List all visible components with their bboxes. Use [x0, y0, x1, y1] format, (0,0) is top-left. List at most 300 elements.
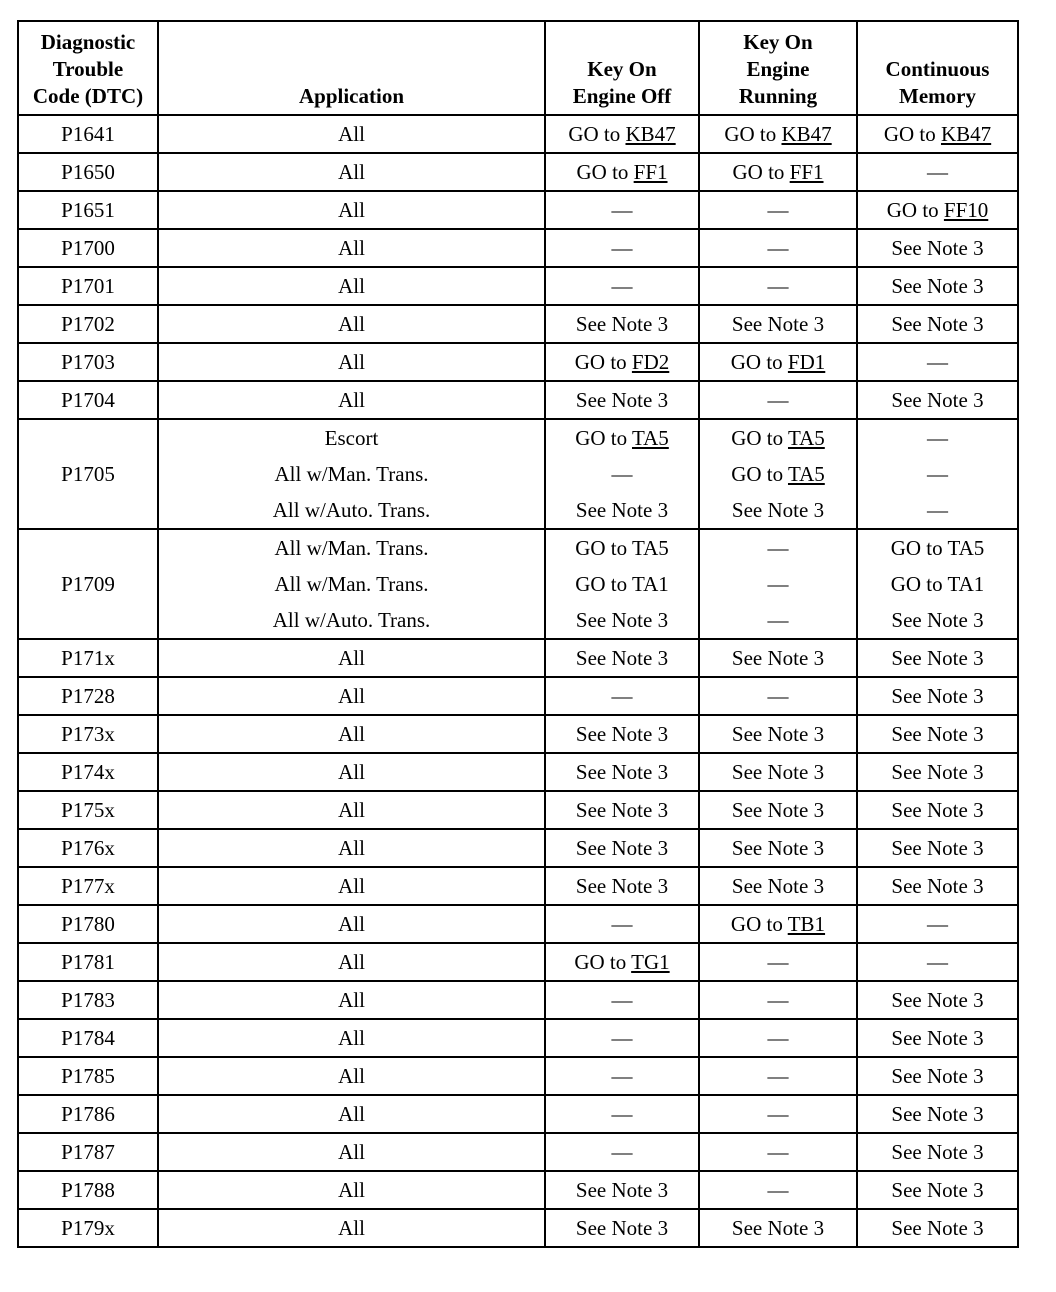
table-row — [18, 791, 1018, 829]
key-on-engine-running-cell — [699, 1057, 857, 1095]
dtc-code — [18, 905, 158, 943]
header-application — [158, 21, 545, 115]
action-text: See Note 3 — [575, 498, 669, 522]
key-on-engine-off-cell — [545, 753, 699, 791]
dtc-code — [18, 1019, 158, 1057]
key-on-engine-running-cell — [699, 639, 857, 677]
action-text: See Note 3 — [575, 722, 669, 746]
goto-label: GO to — [724, 122, 782, 146]
application-cell — [158, 305, 545, 343]
dtc-code-text: P1702 — [61, 312, 115, 336]
key-on-engine-off-cell — [545, 343, 699, 381]
not-applicable-dash: — — [611, 274, 633, 298]
application-text: All w/Auto. Trans. — [272, 498, 431, 522]
header-continuous-memory — [857, 21, 1018, 115]
not-applicable-dash: — — [767, 1140, 789, 1164]
key-on-engine-running-cell — [699, 1019, 857, 1057]
not-applicable-dash: — — [611, 236, 633, 260]
dtc-code — [18, 639, 158, 677]
application-text: All w/Man. Trans. — [274, 536, 429, 560]
dtc-code-text: P1780 — [61, 912, 115, 936]
dtc-code — [18, 677, 158, 715]
key-on-engine-running-cell — [699, 867, 857, 905]
action-text: See Note 3 — [891, 312, 984, 336]
table-body — [18, 115, 1018, 1247]
key-on-engine-running-cell — [699, 305, 857, 343]
key-on-engine-running-cell — [699, 229, 857, 267]
application-cell — [158, 1209, 545, 1247]
key-on-engine-running-cell — [699, 715, 857, 753]
not-applicable-dash: — — [927, 498, 948, 522]
dtc-code-text: P1701 — [61, 274, 115, 298]
action-text: GO to TA5 — [575, 536, 669, 560]
dtc-code — [18, 115, 158, 153]
goto-label: GO to — [568, 122, 626, 146]
header-line: Memory — [899, 84, 976, 108]
dtc-code-text: P175x — [61, 798, 115, 822]
header-key-on-engine-off — [545, 21, 699, 115]
application-cell — [158, 715, 545, 753]
header-line: Continuous — [885, 57, 990, 81]
not-applicable-dash: — — [767, 572, 789, 596]
dtc-code-text: P177x — [61, 874, 115, 898]
goto-instruction — [858, 192, 1017, 228]
application-cell — [158, 115, 545, 153]
header-line: Trouble — [52, 57, 124, 81]
key-on-engine-off-cell — [545, 791, 699, 829]
pinpoint-test-link[interactable]: FF1 — [789, 160, 824, 184]
application-cell — [158, 677, 545, 715]
action-text: See Note 3 — [891, 608, 984, 632]
dtc-code — [18, 715, 158, 753]
table-row — [18, 1209, 1018, 1247]
pinpoint-test-link[interactable]: KB47 — [781, 122, 832, 146]
not-applicable-dash: — — [927, 426, 948, 450]
goto-label: GO to — [731, 426, 788, 450]
key-on-engine-running-cell — [699, 943, 857, 981]
pinpoint-test-link[interactable]: KB47 — [625, 122, 676, 146]
key-on-engine-off-cell — [545, 381, 699, 419]
continuous-memory-cell — [857, 639, 1018, 677]
action-text: See Note 3 — [891, 836, 984, 860]
header-dtc — [18, 21, 158, 115]
pinpoint-test-link[interactable]: FD1 — [787, 350, 826, 374]
action-text: See Note 3 — [575, 836, 669, 860]
goto-instruction — [700, 906, 856, 942]
goto-instruction — [700, 456, 856, 492]
application-text: All — [338, 274, 365, 298]
key-on-engine-running-cell — [699, 529, 857, 639]
table-row — [18, 1019, 1018, 1057]
goto-label: GO to — [730, 350, 788, 374]
not-applicable-dash: — — [611, 1026, 633, 1050]
action-text: See Note 3 — [891, 388, 984, 412]
not-applicable-dash: — — [611, 988, 633, 1012]
key-on-engine-running-cell — [699, 1209, 857, 1247]
not-applicable-dash: — — [767, 388, 789, 412]
dtc-code — [18, 419, 158, 529]
table-row — [18, 191, 1018, 229]
pinpoint-test-link[interactable]: FF10 — [943, 198, 989, 222]
dtc-code — [18, 343, 158, 381]
application-text: All — [338, 1026, 365, 1050]
pinpoint-test-link[interactable]: TB1 — [787, 912, 826, 936]
dtc-code-text: P1651 — [61, 198, 115, 222]
goto-instruction — [700, 344, 856, 380]
not-applicable-dash: — — [611, 684, 633, 708]
action-text: See Note 3 — [575, 388, 669, 412]
application-cell — [158, 829, 545, 867]
application-text: All w/Man. Trans. — [274, 572, 429, 596]
pinpoint-test-link[interactable]: TA5 — [787, 462, 825, 486]
header-line: Engine Off — [572, 84, 672, 108]
continuous-memory-cell — [857, 267, 1018, 305]
application-text: All — [338, 760, 365, 784]
key-on-engine-off-cell — [545, 529, 699, 639]
key-on-engine-running-cell — [699, 677, 857, 715]
action-text: See Note 3 — [731, 760, 825, 784]
not-applicable-dash: — — [611, 912, 633, 936]
key-on-engine-running-cell — [699, 829, 857, 867]
continuous-memory-cell — [857, 791, 1018, 829]
goto-label: GO to — [886, 198, 944, 222]
continuous-memory-cell — [857, 829, 1018, 867]
key-on-engine-running-cell — [699, 1095, 857, 1133]
key-on-engine-off-cell — [545, 981, 699, 1019]
goto-instruction — [700, 116, 856, 152]
action-text: See Note 3 — [891, 874, 984, 898]
dtc-table — [17, 20, 1019, 1248]
pinpoint-test-link[interactable]: TA5 — [631, 426, 669, 450]
not-applicable-dash: — — [611, 1102, 633, 1126]
pinpoint-test-link[interactable]: FD2 — [631, 350, 670, 374]
continuous-memory-cell — [857, 191, 1018, 229]
dtc-code — [18, 867, 158, 905]
key-on-engine-running-cell — [699, 791, 857, 829]
table-row — [18, 639, 1018, 677]
not-applicable-dash: — — [767, 1026, 789, 1050]
continuous-memory-cell — [857, 981, 1018, 1019]
dtc-code-text: P1705 — [61, 462, 115, 486]
header-line: Key On — [587, 57, 657, 81]
table-row — [18, 867, 1018, 905]
table-row — [18, 715, 1018, 753]
header-line: Key On — [743, 30, 813, 54]
key-on-engine-off-cell — [545, 267, 699, 305]
goto-instruction — [700, 154, 856, 190]
key-on-engine-off-cell — [545, 829, 699, 867]
pinpoint-test-link[interactable]: TG1 — [631, 950, 670, 974]
dtc-code — [18, 791, 158, 829]
continuous-memory-cell — [857, 1133, 1018, 1171]
action-text: See Note 3 — [575, 608, 669, 632]
key-on-engine-running-cell — [699, 343, 857, 381]
dtc-code-text: P173x — [61, 722, 115, 746]
table-row — [18, 153, 1018, 191]
not-applicable-dash: — — [767, 536, 789, 560]
action-text: See Note 3 — [575, 1178, 669, 1202]
table-row — [18, 1057, 1018, 1095]
continuous-memory-cell — [857, 1095, 1018, 1133]
application-cell — [158, 791, 545, 829]
not-applicable-dash: — — [767, 608, 789, 632]
dtc-code — [18, 191, 158, 229]
key-on-engine-off-cell — [545, 905, 699, 943]
key-on-engine-running-cell — [699, 267, 857, 305]
dtc-code — [18, 753, 158, 791]
header-row — [18, 21, 1018, 115]
action-text: See Note 3 — [891, 274, 984, 298]
application-text: All — [338, 1064, 365, 1088]
table-row — [18, 1133, 1018, 1171]
goto-instruction — [546, 154, 698, 190]
pinpoint-test-link[interactable]: KB47 — [940, 122, 992, 146]
table-row — [18, 905, 1018, 943]
not-applicable-dash: — — [611, 1064, 633, 1088]
application-cell — [158, 229, 545, 267]
application-text: All — [338, 1102, 365, 1126]
key-on-engine-off-cell — [545, 191, 699, 229]
dtc-code-text: P176x — [61, 836, 115, 860]
dtc-code — [18, 829, 158, 867]
action-text: See Note 3 — [575, 798, 669, 822]
action-text: See Note 3 — [891, 1102, 984, 1126]
table-row — [18, 381, 1018, 419]
table-row — [18, 267, 1018, 305]
header-key-on-engine-running — [699, 21, 857, 115]
continuous-memory-cell — [857, 115, 1018, 153]
action-text: See Note 3 — [891, 1064, 984, 1088]
dtc-code-text: P1787 — [61, 1140, 115, 1164]
application-cell — [158, 1133, 545, 1171]
not-applicable-dash: — — [767, 950, 789, 974]
not-applicable-dash: — — [927, 350, 948, 374]
application-text: Escort — [324, 426, 379, 450]
dtc-code — [18, 1171, 158, 1209]
continuous-memory-cell — [857, 343, 1018, 381]
application-cell — [158, 943, 545, 981]
pinpoint-test-link[interactable]: TA5 — [787, 426, 825, 450]
continuous-memory-cell — [857, 305, 1018, 343]
application-text: All — [338, 160, 365, 184]
action-text: GO to TA1 — [890, 572, 985, 596]
goto-label: GO to — [732, 160, 790, 184]
continuous-memory-cell — [857, 677, 1018, 715]
application-text: All — [338, 722, 365, 746]
dtc-code-text: P1788 — [61, 1178, 115, 1202]
continuous-memory-cell — [857, 753, 1018, 791]
application-text: All — [338, 1216, 365, 1240]
goto-label: GO to — [731, 462, 788, 486]
key-on-engine-off-cell — [545, 1095, 699, 1133]
application-text: All — [338, 836, 365, 860]
application-text: All — [338, 874, 365, 898]
action-text: See Note 3 — [575, 874, 669, 898]
application-text: All w/Man. Trans. — [274, 462, 429, 486]
application-cell — [158, 381, 545, 419]
table-row — [18, 115, 1018, 153]
dtc-code-text: P179x — [61, 1216, 115, 1240]
action-text: See Note 3 — [891, 236, 984, 260]
goto-instruction — [700, 420, 856, 456]
header-line: Running — [738, 84, 818, 108]
application-cell — [158, 419, 545, 529]
action-text: See Note 3 — [575, 760, 669, 784]
table-row — [18, 943, 1018, 981]
not-applicable-dash: — — [611, 462, 633, 486]
action-text: See Note 3 — [891, 646, 984, 670]
goto-label: GO to — [883, 122, 941, 146]
continuous-memory-cell — [857, 153, 1018, 191]
action-text: See Note 3 — [891, 684, 984, 708]
application-text: All — [338, 646, 365, 670]
dtc-code-text: P1704 — [61, 388, 115, 412]
not-applicable-dash: — — [767, 1064, 789, 1088]
continuous-memory-cell — [857, 1171, 1018, 1209]
header-line: Diagnostic — [40, 30, 136, 54]
key-on-engine-off-cell — [545, 305, 699, 343]
application-text: All — [338, 684, 365, 708]
application-cell — [158, 867, 545, 905]
table-row — [18, 677, 1018, 715]
application-cell — [158, 153, 545, 191]
dtc-code-text: P1781 — [61, 950, 115, 974]
application-text: All w/Auto. Trans. — [272, 608, 431, 632]
application-cell — [158, 1171, 545, 1209]
key-on-engine-off-cell — [545, 1171, 699, 1209]
application-cell — [158, 981, 545, 1019]
key-on-engine-running-cell — [699, 981, 857, 1019]
application-text: All — [338, 1178, 365, 1202]
action-text: See Note 3 — [731, 722, 825, 746]
table-row — [18, 1095, 1018, 1133]
dtc-code — [18, 381, 158, 419]
dtc-code-text: P1785 — [61, 1064, 115, 1088]
dtc-code-text: P1700 — [61, 236, 115, 260]
dtc-code-text: P1703 — [61, 350, 115, 374]
not-applicable-dash: — — [767, 236, 789, 260]
table-row — [18, 529, 1018, 639]
application-cell — [158, 753, 545, 791]
key-on-engine-off-cell — [545, 867, 699, 905]
table-row — [18, 1171, 1018, 1209]
action-text: See Note 3 — [575, 1216, 669, 1240]
not-applicable-dash: — — [767, 1102, 789, 1126]
continuous-memory-cell — [857, 1057, 1018, 1095]
application-cell — [158, 1095, 545, 1133]
action-text: See Note 3 — [731, 498, 825, 522]
dtc-code — [18, 1057, 158, 1095]
continuous-memory-cell — [857, 715, 1018, 753]
key-on-engine-running-cell — [699, 905, 857, 943]
action-text: GO to TA5 — [890, 536, 985, 560]
key-on-engine-off-cell — [545, 1019, 699, 1057]
dtc-code — [18, 1095, 158, 1133]
action-text: See Note 3 — [731, 646, 825, 670]
pinpoint-test-link[interactable]: FF1 — [633, 160, 668, 184]
action-text: See Note 3 — [731, 312, 825, 336]
goto-label: GO to — [574, 350, 632, 374]
application-cell — [158, 267, 545, 305]
key-on-engine-off-cell — [545, 153, 699, 191]
dtc-code — [18, 981, 158, 1019]
key-on-engine-running-cell — [699, 153, 857, 191]
action-text: GO to TA1 — [575, 572, 669, 596]
application-text: All — [338, 198, 365, 222]
application-text: All — [338, 122, 365, 146]
goto-label: GO to — [575, 426, 632, 450]
key-on-engine-running-cell — [699, 191, 857, 229]
application-text: All — [338, 350, 365, 374]
key-on-engine-off-cell — [545, 115, 699, 153]
application-cell — [158, 1019, 545, 1057]
dtc-code — [18, 1133, 158, 1171]
action-text: See Note 3 — [891, 1140, 984, 1164]
application-text: All — [338, 236, 365, 260]
action-text: See Note 3 — [891, 1216, 984, 1240]
not-applicable-dash: — — [767, 988, 789, 1012]
header-line: Code (DTC) — [32, 84, 144, 108]
key-on-engine-off-cell — [545, 639, 699, 677]
key-on-engine-off-cell — [545, 943, 699, 981]
key-on-engine-off-cell — [545, 229, 699, 267]
continuous-memory-cell — [857, 1209, 1018, 1247]
continuous-memory-cell — [857, 867, 1018, 905]
dtc-code-text: P1728 — [61, 684, 115, 708]
application-text: All — [338, 312, 365, 336]
goto-instruction — [546, 344, 698, 380]
not-applicable-dash: — — [611, 1140, 633, 1164]
application-cell — [158, 905, 545, 943]
key-on-engine-off-cell — [545, 1209, 699, 1247]
continuous-memory-cell — [857, 905, 1018, 943]
application-cell — [158, 343, 545, 381]
action-text: See Note 3 — [731, 874, 825, 898]
action-text: See Note 3 — [731, 836, 825, 860]
key-on-engine-running-cell — [699, 753, 857, 791]
not-applicable-dash: — — [767, 198, 789, 222]
key-on-engine-off-cell — [545, 419, 699, 529]
key-on-engine-running-cell — [699, 381, 857, 419]
not-applicable-dash: — — [927, 912, 948, 936]
action-text: See Note 3 — [891, 1178, 984, 1202]
dtc-code-text: P1786 — [61, 1102, 115, 1126]
continuous-memory-cell — [857, 229, 1018, 267]
action-text: See Note 3 — [891, 798, 984, 822]
header-line: Engine — [746, 57, 810, 81]
goto-instruction — [546, 420, 698, 456]
dtc-code-text: P1641 — [61, 122, 115, 146]
application-cell — [158, 1057, 545, 1095]
application-text: All — [338, 912, 365, 936]
table-row — [18, 229, 1018, 267]
application-text: All — [338, 798, 365, 822]
action-text: See Note 3 — [891, 722, 984, 746]
header-line: Application — [298, 84, 405, 108]
dtc-code-text: P1784 — [61, 1026, 115, 1050]
dtc-code — [18, 153, 158, 191]
action-text: See Note 3 — [575, 646, 669, 670]
key-on-engine-off-cell — [545, 1133, 699, 1171]
dtc-code — [18, 229, 158, 267]
continuous-memory-cell — [857, 529, 1018, 639]
action-text: See Note 3 — [731, 798, 825, 822]
dtc-code-text: P1709 — [61, 572, 115, 596]
action-text: See Note 3 — [891, 760, 984, 784]
key-on-engine-running-cell — [699, 1171, 857, 1209]
goto-label: GO to — [730, 912, 788, 936]
dtc-code — [18, 529, 158, 639]
